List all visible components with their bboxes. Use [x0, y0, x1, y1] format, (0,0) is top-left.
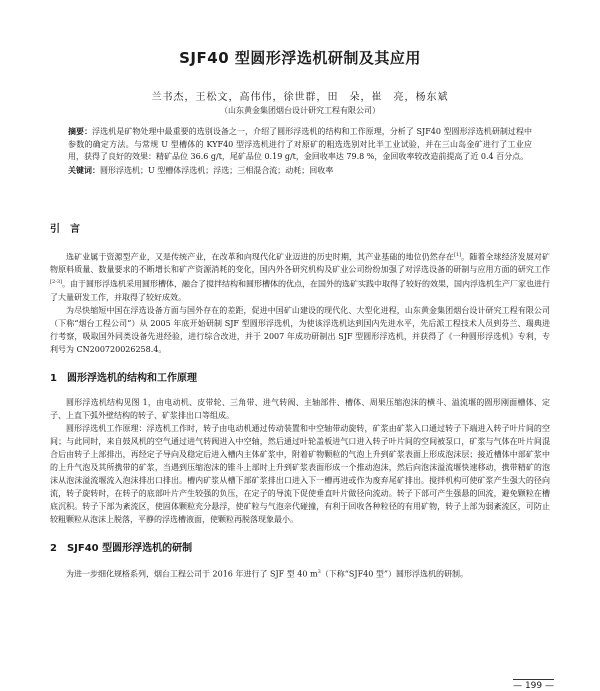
- section-2-paragraph-1: [50, 566, 550, 581]
- section-heading-intro: 引 言: [50, 223, 80, 235]
- author-list: 兰书杰，王松文，高伟伟，徐世群，田 朵，崔 亮，杨东斌: [151, 92, 449, 103]
- superscript: 3: [317, 568, 321, 575]
- intro-paragraph-1: [50, 249, 550, 304]
- abstract: [68, 126, 532, 164]
- section-1-paragraph-2: 圆形浮选机工作原理：浮选机工作时，转子由电动机通过传动装置和中空轴带动旋转，矿浆由矿浆入口通过转子下端进入转子叶片间的空间；与此同时，来自鼓风机的空气通过进气转阀进入中空轴，然后通过叶轮盖板进气口进入转子叶片间的空间被泵口，矿浆与气体在叶片间混合后由转子上部排出，再经定子导向及稳定后进入槽内主体矿浆中，附着矿物颗粒的气泡上升到矿浆表面上形成泡沫层；接近槽体中部矿浆中的上升气泡及其所携带的矿浆，当遇到压缩泡沫的锥斗上部时上升到矿浆表面形成一个推动泡沫，然后向泡沫溢流堰快速移动，携带精矿的泡沫从泡沫溢流堰流入泡沫排出口排出。槽内矿浆从槽下部矿浆排出口进入下一槽再进或作为废弃尾矿排出。搅拌机构可使矿浆产生强大的径向流，转子旋转时，在转子的底部叶片产生较强的负压，在定子的导流下促使垂直叶片做径向流动。转子下部可产生强悬的回流，避免颗粒在槽底沉积。转子下部为紊流区，使固体颗粒充分悬浮，使矿粒与气泡亲代碰撞，有利于回收各种粒径的有用矿物，转子上部为弱紊流区，可防止较粗颗粒从泡沫上脱落，平静的浮选槽液面，使颗粒再脱落现象最小。: [50, 423, 550, 524]
- page-number: — 199 —: [513, 681, 554, 691]
- citation-ref: [2-3]: [50, 279, 62, 286]
- intro-p1-cont: 。随着全球经济发展对矿物原料质量、数量要求的不断增长和矿产资源消耗的变化，国内外各研究机构及矿业公司纷纷加强了对浮选设备的研制与应用方面的研究工作: [50, 252, 551, 275]
- section-heading-1: 1 圆形浮选机的结构和工作原理: [50, 372, 197, 384]
- intro-paragraph-2: 为尽快缩短中国在浮选设备方面与国外存在的差距，促进中国矿山建设的现代化、大型化进程，山东黄金集团烟台设计研究工程有限公司（下称“烟台工程公司”）从 2005 年底开始研制 SJF 型圆形浮选机，为使该浮选机达到国内先进水平，先后派工程技术人员到芬兰、瑞典进行考察，吸取国外同类设备先进经验，进行综合改进，并于 2007 年成功研制出 SJF 型圆形浮选机，并获得了《一种圆形浮选机》专利，专利号为 CN200720026258.4。: [50, 305, 550, 354]
- s2-p1-end: （下称“SJF40 型”）圆形浮选机的研制。: [320, 569, 468, 579]
- section-heading-2: 2 SJF40 型圆形浮选机的研制: [50, 542, 193, 554]
- s2-p1-text: 为进一步细化规格系列，烟台工程公司于 2016 年进行了 SJF 型 40 m: [66, 569, 318, 579]
- citation-ref: [1]: [454, 251, 462, 258]
- keywords-text: 圆形浮选机；U 型槽体浮选机；浮选；三相混合流；动耗；回收率: [100, 165, 334, 175]
- paper-title: SJF40 型圆形浮选机研制及其应用: [179, 49, 421, 67]
- keywords-label: 关键词：: [68, 165, 100, 175]
- affiliation: （山东黄金集团烟台设计研究工程有限公司）: [220, 106, 380, 115]
- keywords: [68, 165, 532, 177]
- intro-p1-end: 。由于圆形浮选机采用圆形槽体，融合了搅拌结构和圆形槽体的优点，在国外的选矿实践中取得了较好的效果，国内浮选机生产厂家也进行了大量研发工作，并取得了较好成效。: [50, 279, 550, 302]
- abstract-text: 浮选机是矿物处理中最重要的选别设备之一，介绍了圆形浮选机的结构和工作原理，分析了 SJF40 型圆形浮选机研制过程中参数的确定方法。与常规 U 型槽体的 KYF40 型浮选机进行了对原矿的粗选选别对比半工业试验，并在三山岛金矿进行了工业应用，获得了良好的效果：精矿品位 36.6 g/t，尾矿品位 0.19 g/t，金回收率达 79.8 %，金回收率较改造前提高了近 0.4 百分点。: [68, 127, 533, 161]
- section-1-paragraph-1: 圆形浮选机结构见图 1，由电动机、皮带轮、三角带、进气转阀、主轴部件、槽体、周果压缩泡沫的横斗、溢流堰的圆形刚面槽体、定子、上直下弧外壁结构的转子、矿浆排出口等组成。: [50, 397, 550, 420]
- intro-p1-text: 选矿业属于资源型产业，又是传统产业，在改革和向现代化矿业迈进的历史时期，其产业基础的地位仍然存在: [66, 252, 454, 262]
- abstract-label: 摘要：: [68, 127, 93, 136]
